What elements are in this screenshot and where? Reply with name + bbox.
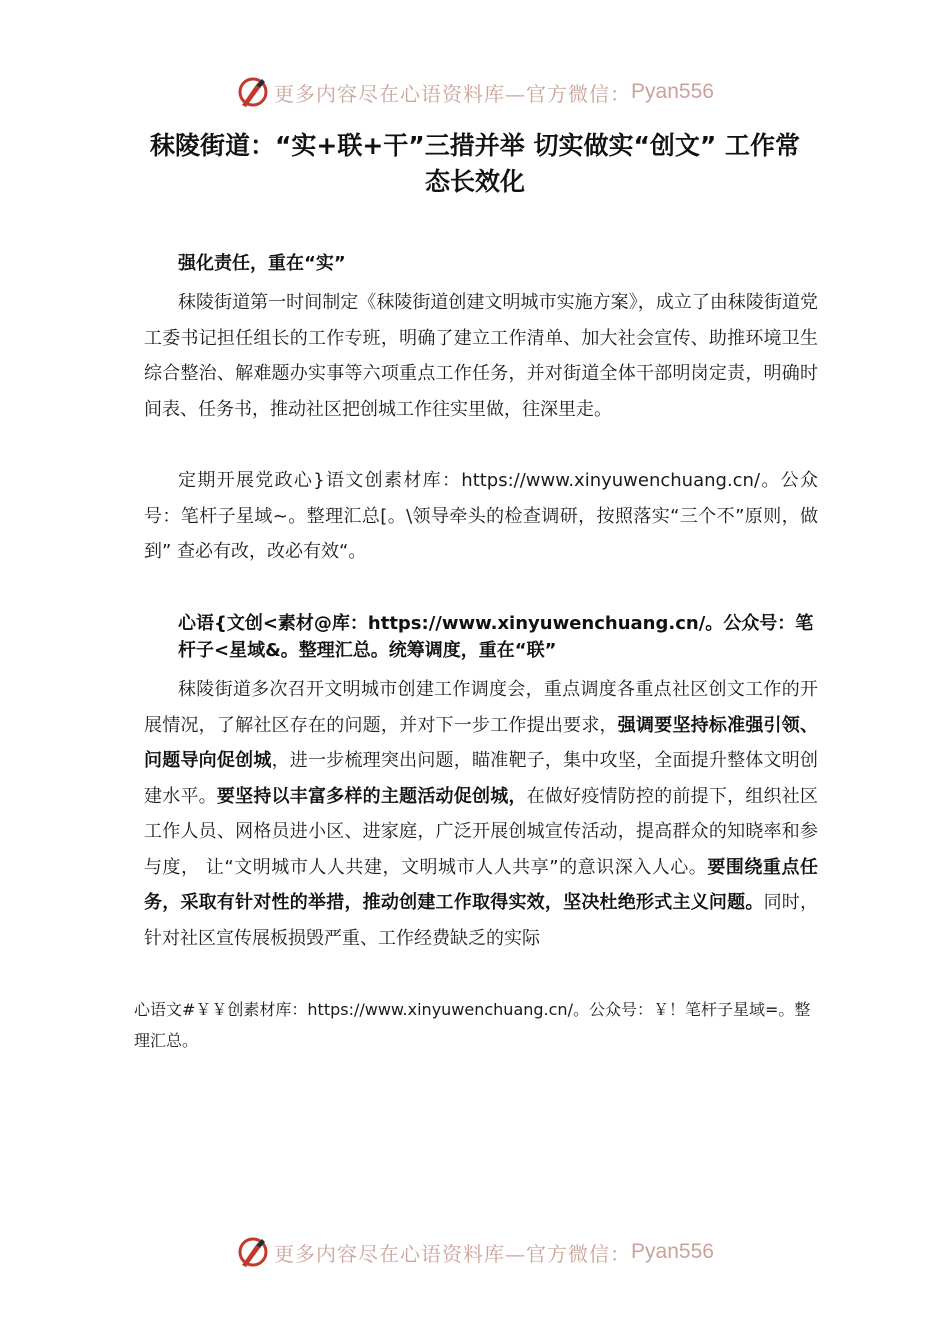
text-run: ，进一步梳理突出问题，瞄准靶子，集中攻坚，全面提升整体文明创建水平。 — [144, 750, 819, 807]
page-title: 秣陵街道：“实+联+干”三措并举 切实做实“创文” 工作常态长效化 — [149, 131, 801, 196]
section-heading-1: 强化责任，重在“实” — [178, 253, 346, 274]
text-run: 同时，针对社区宣传展板损毁严重、工作经费缺乏的实际 — [144, 892, 819, 949]
footer-watermark-banner — [0, 1232, 950, 1272]
banner-text: 更多内容尽在心语资料库—官方微信： — [274, 1241, 632, 1266]
bold-run: 强调要坚持标准强引领、问题导向促创城 — [144, 714, 819, 771]
section1-paragraph-2: 定期开展党政心}语文创素材库：https://www.xinyuwenchuang.cn/。公众号：笔杆子星域~。整理汇总[。\领导牵头的检查调研，按照落实“三个不”原则，做到” 查必有改，改必有效“。 — [144, 470, 818, 562]
text-run: 秣陵街道多次召开文明城市创建工作调度会，重点调度各重点社区创文工作的开展情况，了解社区存在的问题，并对下一步工作提出要求， — [144, 679, 818, 736]
bold-run: 要围绕重点任务，采取有针对性的举措，推动创建工作取得实效，坚决杜绝形式主义问题。 — [144, 856, 818, 913]
pen-logo-icon — [236, 75, 270, 109]
banner-wechat-id: Pyan556 — [631, 80, 714, 103]
header-watermark-banner — [0, 72, 950, 112]
section-heading-2: 心语{文创<素材@库：https://www.xinyuwenchuang.cn/。公众号：笔杆子<星域&。整理汇总。统筹调度，重在“联” — [178, 613, 814, 661]
banner-text: 更多内容尽在心语资料库—官方微信： — [274, 81, 632, 106]
section2-paragraph-1 — [144, 672, 818, 956]
footnote: 心语文#￥￥创素材库：https://www.xinyuwenchuang.cn/。公众号：￥！笔杆子星域=。整理汇总。 — [134, 1000, 811, 1050]
section1-paragraph-1: 秣陵街道第一时间制定《秣陵街道创建文明城市实施方案》，成立了由秣陵街道党工委书记担任组长的工作专班，明确了建立工作清单、加大社会宣传、助推环境卫生综合整治、解难题办实事等六项重点工作任务，并对街道全体干部明岗定责，明确时间表、任务书，推动社区把创城工作往实里做，往深里走。 — [144, 292, 818, 420]
text-run: 在做好疫情防控的前提下，组织社区工作人员、网格员进小区、进家庭，广泛开展创城宣传活动，提高群众的知晓率和参与度， 让“文明城市人人共建，文明城市人人共享”的意识深入人心。 — [144, 785, 819, 878]
bold-run: 要坚持以丰富多样的主题活动促创城， — [216, 785, 527, 807]
pen-logo-icon — [236, 1235, 270, 1269]
banner-wechat-id: Pyan556 — [631, 1240, 714, 1263]
